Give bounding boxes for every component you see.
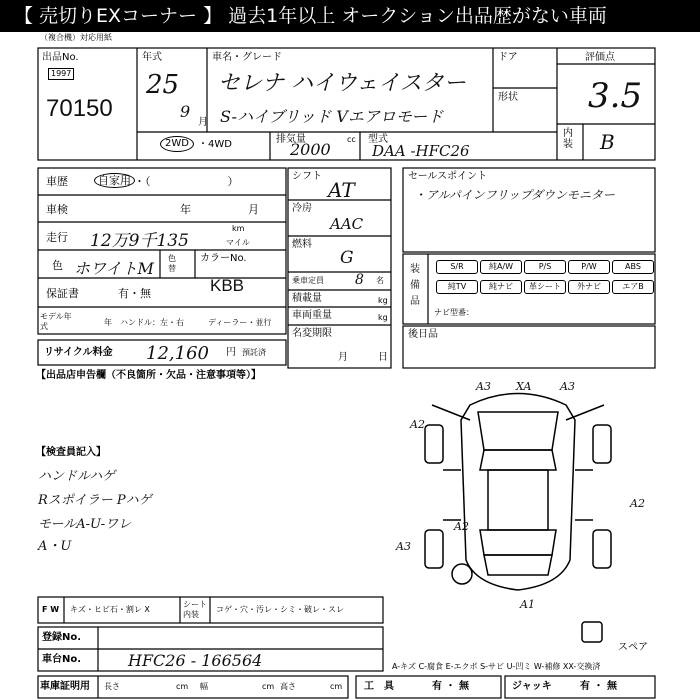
inspector-note-2: Rスポイラー Pハゲ bbox=[38, 493, 152, 508]
capacity-unit: 名 bbox=[376, 276, 384, 285]
width-cm: cm bbox=[262, 682, 275, 691]
name-change-label: 名変期限 bbox=[292, 328, 332, 339]
warranty-label: 保証書 bbox=[46, 287, 79, 300]
shape-label: 形状 bbox=[498, 92, 518, 103]
equipment-item: S/R bbox=[436, 260, 478, 274]
declaration-label: 【出品店申告欄（不良箇所・欠品・注意事項等）】 bbox=[36, 370, 261, 381]
length-label: 長さ bbox=[104, 682, 120, 691]
inspector-note-4: A・U bbox=[38, 539, 72, 554]
handle-label: ハンドル：左・右 bbox=[120, 318, 184, 327]
shaken-month: 月 bbox=[248, 203, 259, 216]
tools-label: 工 具 bbox=[364, 681, 394, 692]
dealer-label: ディーラー・並行 bbox=[208, 318, 272, 327]
fuel-value: G bbox=[340, 248, 354, 268]
damage-mark: A3 bbox=[396, 540, 411, 553]
car-diagram bbox=[425, 394, 611, 643]
color-no-value: KBB bbox=[210, 276, 245, 295]
shaken-year: 年 bbox=[180, 203, 191, 216]
name-change-month: 月 bbox=[338, 352, 348, 363]
color-value: ホワイトM bbox=[74, 259, 154, 278]
grade-value: S-ハイブリッド Vエアロモード bbox=[220, 107, 444, 126]
length-cm: cm bbox=[176, 682, 189, 691]
weight-label: 車両重量 bbox=[292, 310, 332, 321]
recycle-value: 12,160 bbox=[146, 343, 209, 364]
capacity-label: 乗車定員 bbox=[292, 276, 324, 285]
private-use-circled: 自家用 bbox=[94, 173, 135, 188]
equipment-item: 純TV bbox=[436, 280, 478, 294]
mileage-value: 12万9千135 bbox=[90, 231, 189, 251]
month-unit: 月 bbox=[198, 117, 208, 128]
model-value: DAA -HFC26 bbox=[372, 142, 470, 160]
displacement-value: 2000 bbox=[290, 140, 331, 159]
equipment-item: P/W bbox=[568, 260, 610, 274]
fuel-label: 燃料 bbox=[292, 239, 312, 250]
ac-label: 冷房 bbox=[292, 203, 312, 214]
later-items-label: 後日品 bbox=[408, 329, 438, 340]
model-year-unit: 年 bbox=[104, 318, 112, 327]
history-rest: ・（ ） bbox=[134, 175, 239, 188]
equipment-item: P/S bbox=[524, 260, 566, 274]
damage-mark: A3 bbox=[476, 380, 491, 393]
color-change-label: 色替 bbox=[168, 254, 176, 273]
name-change-day: 日 bbox=[378, 352, 388, 363]
equipment-item: 純ナビ bbox=[480, 280, 522, 294]
capacity-value: 8 bbox=[355, 272, 364, 288]
interior-label: 内装 bbox=[563, 128, 573, 150]
registration-label: 登録No. bbox=[42, 632, 82, 643]
year-label: 年式 bbox=[142, 52, 162, 63]
load-label: 積載量 bbox=[292, 293, 322, 304]
equipment-item: 外ナビ bbox=[568, 280, 610, 294]
recycle-unit: 円 bbox=[226, 347, 236, 358]
cc-unit: cc bbox=[347, 135, 356, 144]
mile-unit: マイル bbox=[226, 238, 250, 247]
displacement-label: 排気量 bbox=[276, 134, 306, 145]
load-kg: kg bbox=[378, 296, 388, 305]
color-label: 色 bbox=[52, 259, 63, 272]
damage-mark: A3 bbox=[560, 380, 575, 393]
sales-point-text: ・アルパインフリップダウンモニター bbox=[414, 188, 615, 202]
drive-4wd: ・4WD bbox=[198, 139, 232, 150]
interior-value: B bbox=[600, 130, 615, 154]
lot-label: 出品No. bbox=[42, 52, 79, 63]
score-value: 3.5 bbox=[588, 76, 643, 116]
equipment-item: ABS bbox=[612, 260, 654, 274]
damage-mark: XA bbox=[516, 380, 532, 393]
ac-value: AAC bbox=[330, 215, 364, 233]
sales-point-label: セールスポイント bbox=[408, 171, 488, 182]
tools-value: 有 ・ 無 bbox=[432, 681, 469, 692]
inspector-label: 【検査員記入】 bbox=[36, 447, 106, 458]
damage-legend: A-キズ C-腐食 E-エクボ S-サビ U-凹ミ W-補修 XX-交換済 bbox=[392, 662, 601, 671]
header-title: 【 売切りEXコーナー 】 過去1年以上 オークション出品歴がない車両 bbox=[14, 5, 607, 27]
corner-note: （複合機）対応用紙 bbox=[40, 33, 112, 42]
lot-number: 70150 bbox=[46, 95, 113, 122]
seat-label: シート内装 bbox=[183, 600, 207, 619]
recycle-label: リサイクル料金 bbox=[44, 347, 113, 358]
model-label: 型式 bbox=[368, 134, 388, 145]
recycle-note: 預託済 bbox=[242, 348, 266, 357]
damage-mark: A2 bbox=[630, 497, 645, 510]
car-name-label: 車名・グレード bbox=[212, 52, 282, 63]
jack-value: 有 ・ 無 bbox=[580, 681, 617, 692]
weight-kg: kg bbox=[378, 313, 388, 322]
equipment-item: エアB bbox=[612, 280, 654, 294]
height-label: 高さ bbox=[280, 682, 296, 691]
history-label: 車歴 bbox=[46, 175, 68, 188]
equipment-item: 革シート bbox=[524, 280, 566, 294]
height-cm: cm bbox=[330, 682, 343, 691]
equipment-item: 純A/W bbox=[480, 260, 522, 274]
fw-items: キズ・ヒビ石・割レ X bbox=[70, 605, 150, 614]
damage-mark: A2 bbox=[454, 520, 469, 533]
spare-label: スペア bbox=[618, 642, 648, 653]
year-value: 25 bbox=[146, 70, 180, 100]
navi-model-label: ナビ型番： bbox=[434, 308, 474, 317]
shift-value: AT bbox=[328, 178, 355, 202]
width-label: 幅 bbox=[200, 682, 208, 691]
month-value: 9 bbox=[180, 102, 191, 121]
car-name-value: セレナ ハイウェイスター bbox=[218, 71, 466, 96]
color-no-label: カラーNo. bbox=[200, 253, 247, 264]
damage-mark: A1 bbox=[520, 598, 535, 611]
equipment-label: 装備品 bbox=[410, 264, 420, 307]
drive-2wd: 2WD bbox=[160, 136, 194, 152]
chassis-value: HFC26 - 166564 bbox=[128, 651, 263, 670]
chassis-label: 車台No. bbox=[42, 654, 82, 665]
score-label: 評価点 bbox=[585, 52, 615, 63]
warranty-value: 有・無 bbox=[118, 287, 151, 300]
inspector-note-3: モールA-U-ワレ bbox=[38, 517, 132, 532]
fw-label: F W bbox=[42, 605, 60, 614]
door-label: ドア bbox=[498, 52, 518, 63]
jack-label: ジャッキ bbox=[512, 681, 552, 692]
garage-cert-label: 車庫証明用 bbox=[40, 681, 90, 692]
shaken-label: 車検 bbox=[46, 203, 68, 216]
seat-items: コゲ・穴・汚レ・シミ・破レ・スレ bbox=[216, 605, 344, 614]
model-year-label: モデル年式 bbox=[40, 312, 72, 331]
mileage-label: 走行 bbox=[46, 231, 68, 244]
shift-label: シフト bbox=[292, 171, 322, 182]
inspector-note-1: ハンドルハゲ bbox=[38, 469, 116, 484]
year-tag: 1997 bbox=[48, 68, 74, 80]
damage-mark: A2 bbox=[410, 418, 425, 431]
km-unit: km bbox=[232, 224, 245, 233]
